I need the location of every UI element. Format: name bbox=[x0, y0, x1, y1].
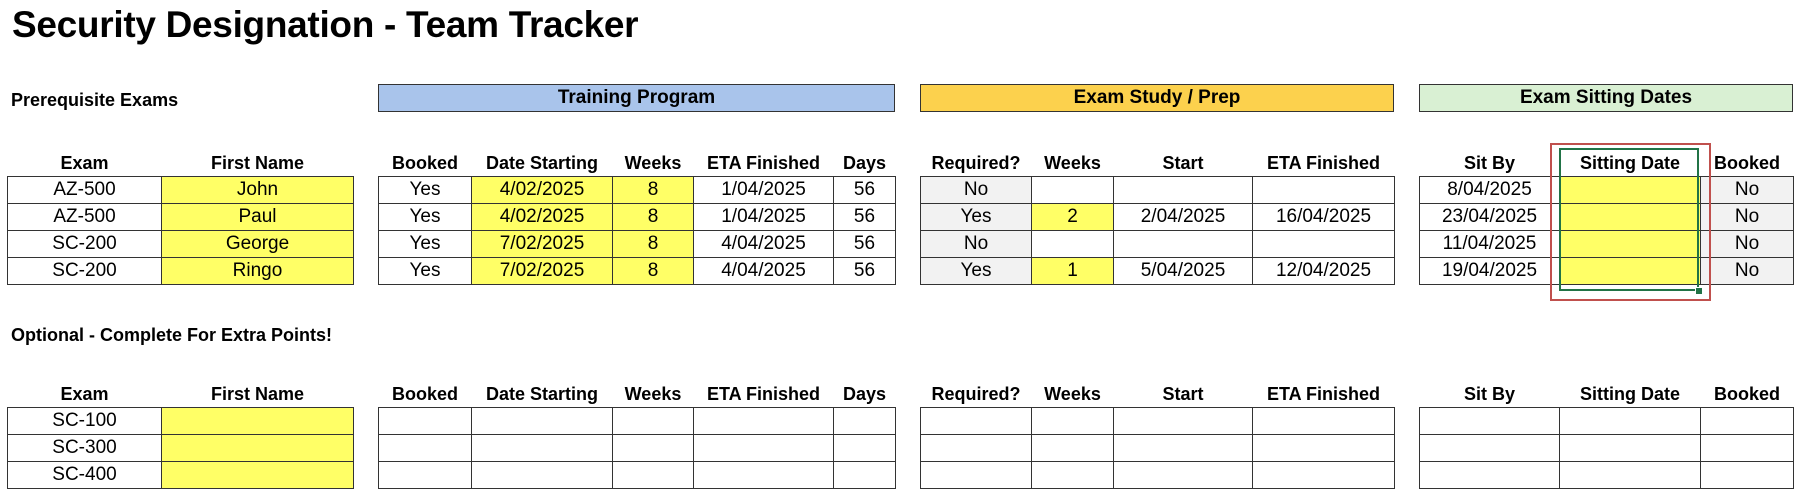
prereq-study-row bbox=[921, 204, 1395, 231]
study-weeks-cell[interactable] bbox=[1032, 231, 1114, 258]
required-cell[interactable]: No bbox=[921, 177, 1032, 204]
optional-training-row bbox=[379, 408, 896, 435]
prereq-study-row bbox=[921, 258, 1395, 285]
optional-study-table bbox=[920, 376, 1395, 489]
first-name-cell[interactable]: Paul bbox=[162, 204, 354, 231]
weeks-cell[interactable]: 8 bbox=[613, 204, 694, 231]
prereq-training-row bbox=[379, 177, 896, 204]
exam-sitting-dates-banner: Exam Sitting Dates bbox=[1419, 84, 1793, 112]
prereq-exam-row bbox=[8, 204, 354, 231]
sit-by-cell[interactable]: 11/04/2025 bbox=[1420, 231, 1560, 258]
sit-booked-cell[interactable]: No bbox=[1701, 258, 1794, 285]
opt-header-sitting-date: Sitting Date bbox=[1579, 384, 1680, 404]
sitting-date-cell[interactable] bbox=[1560, 177, 1701, 204]
prereq-sitting-row bbox=[1420, 177, 1794, 204]
required-cell[interactable]: Yes bbox=[921, 204, 1032, 231]
booked-cell[interactable] bbox=[379, 462, 472, 489]
opt-header-days: Days bbox=[842, 384, 887, 404]
weeks-cell[interactable] bbox=[613, 435, 694, 462]
opt-header-first-name: First Name bbox=[210, 384, 305, 404]
booked-cell[interactable]: Yes bbox=[379, 231, 472, 258]
study-weeks-cell[interactable]: 2 bbox=[1032, 204, 1114, 231]
study-weeks-cell[interactable] bbox=[1032, 177, 1114, 204]
booked-cell[interactable] bbox=[379, 435, 472, 462]
optional-training-row bbox=[379, 435, 896, 462]
opt-header-start: Start bbox=[1162, 384, 1204, 404]
study-start-cell[interactable] bbox=[1114, 177, 1253, 204]
weeks-cell[interactable]: 8 bbox=[613, 231, 694, 258]
study-eta-cell[interactable] bbox=[1253, 408, 1395, 435]
sitting-date-cell[interactable] bbox=[1560, 462, 1701, 489]
days-cell[interactable]: 56 bbox=[834, 231, 896, 258]
optional-sitting-row bbox=[1420, 435, 1794, 462]
fill-handle[interactable] bbox=[1695, 287, 1703, 295]
optional-sitting-row bbox=[1420, 408, 1794, 435]
prereq-training-table bbox=[378, 145, 896, 285]
date-starting-cell[interactable]: 4/02/2025 bbox=[472, 177, 613, 204]
header-sit-booked: Booked bbox=[1713, 153, 1780, 173]
study-eta-cell[interactable]: 12/04/2025 bbox=[1253, 258, 1395, 285]
header-sit-by: Sit By bbox=[1463, 153, 1515, 173]
opt-header-sit-by: Sit By bbox=[1463, 384, 1515, 404]
sitting-date-cell[interactable] bbox=[1560, 204, 1701, 231]
exam-cell[interactable]: SC-200 bbox=[8, 258, 162, 285]
sit-booked-cell[interactable]: No bbox=[1701, 204, 1794, 231]
prereq-exam-row bbox=[8, 231, 354, 258]
days-cell[interactable]: 56 bbox=[834, 258, 896, 285]
booked-cell[interactable] bbox=[379, 408, 472, 435]
opt-header-required: Required? bbox=[931, 384, 1021, 404]
sitting-date-cell[interactable] bbox=[1560, 258, 1701, 285]
study-eta-cell[interactable] bbox=[1253, 462, 1395, 489]
eta-finished-cell[interactable]: 4/04/2025 bbox=[694, 231, 834, 258]
weeks-cell[interactable]: 8 bbox=[613, 177, 694, 204]
sitting-date-cell[interactable] bbox=[1560, 408, 1701, 435]
first-name-cell[interactable] bbox=[162, 462, 354, 489]
eta-finished-cell[interactable]: 4/04/2025 bbox=[694, 258, 834, 285]
opt-header-exam: Exam bbox=[60, 384, 109, 404]
prereq-sitting-row bbox=[1420, 204, 1794, 231]
header-start: Start bbox=[1162, 153, 1204, 173]
header-date-starting: Date Starting bbox=[485, 153, 599, 173]
sit-by-cell[interactable]: 19/04/2025 bbox=[1420, 258, 1560, 285]
first-name-cell[interactable]: John bbox=[162, 177, 354, 204]
eta-finished-cell[interactable]: 1/04/2025 bbox=[694, 177, 834, 204]
days-cell[interactable] bbox=[834, 462, 896, 489]
prereq-study-row bbox=[921, 231, 1395, 258]
study-start-cell[interactable]: 5/04/2025 bbox=[1114, 258, 1253, 285]
study-weeks-cell[interactable] bbox=[1032, 435, 1114, 462]
prereq-exam-row bbox=[8, 258, 354, 285]
sit-booked-cell[interactable] bbox=[1701, 462, 1794, 489]
header-study-weeks: Weeks bbox=[1044, 153, 1101, 173]
sit-by-cell[interactable]: 23/04/2025 bbox=[1420, 204, 1560, 231]
prereq-training-row bbox=[379, 258, 896, 285]
prereq-training-row bbox=[379, 204, 896, 231]
sit-by-cell[interactable] bbox=[1420, 435, 1560, 462]
sit-booked-cell[interactable]: No bbox=[1701, 177, 1794, 204]
optional-exam-row bbox=[8, 408, 354, 435]
weeks-cell[interactable] bbox=[613, 462, 694, 489]
optional-training-row bbox=[379, 462, 896, 489]
sit-booked-cell[interactable]: No bbox=[1701, 231, 1794, 258]
prereq-study-table bbox=[920, 145, 1395, 285]
prereq-study-row bbox=[921, 177, 1395, 204]
opt-header-study-eta-finished: ETA Finished bbox=[1266, 384, 1380, 404]
opt-header-sit-booked: Booked bbox=[1713, 384, 1780, 404]
sit-by-cell[interactable]: 8/04/2025 bbox=[1420, 177, 1560, 204]
required-cell[interactable] bbox=[921, 435, 1032, 462]
days-cell[interactable] bbox=[834, 408, 896, 435]
study-eta-cell[interactable] bbox=[1253, 435, 1395, 462]
study-weeks-cell[interactable] bbox=[1032, 462, 1114, 489]
date-starting-cell[interactable] bbox=[472, 435, 613, 462]
exam-cell[interactable]: SC-200 bbox=[8, 231, 162, 258]
eta-finished-cell[interactable]: 1/04/2025 bbox=[694, 204, 834, 231]
booked-cell[interactable]: Yes bbox=[379, 177, 472, 204]
sit-by-cell[interactable] bbox=[1420, 408, 1560, 435]
weeks-cell[interactable] bbox=[613, 408, 694, 435]
prereq-training-row bbox=[379, 231, 896, 258]
required-cell[interactable]: No bbox=[921, 231, 1032, 258]
required-cell[interactable]: Yes bbox=[921, 258, 1032, 285]
study-eta-cell[interactable] bbox=[1253, 231, 1395, 258]
optional-study-row bbox=[921, 408, 1395, 435]
prereq-sitting-row bbox=[1420, 258, 1794, 285]
prereq-exam-row bbox=[8, 177, 354, 204]
optional-sitting-table bbox=[1419, 376, 1794, 489]
opt-header-study-weeks: Weeks bbox=[1044, 384, 1101, 404]
optional-exam-table bbox=[7, 376, 354, 489]
days-cell[interactable]: 56 bbox=[834, 177, 896, 204]
exam-cell[interactable]: AZ-500 bbox=[8, 204, 162, 231]
sit-booked-cell[interactable] bbox=[1701, 408, 1794, 435]
header-required: Required? bbox=[931, 153, 1021, 173]
prereq-sitting-table bbox=[1419, 145, 1794, 285]
prereq-sitting-row bbox=[1420, 231, 1794, 258]
prerequisite-exams-label: Prerequisite Exams bbox=[11, 90, 179, 110]
header-first-name: First Name bbox=[210, 153, 305, 173]
eta-finished-cell[interactable] bbox=[694, 462, 834, 489]
exam-cell[interactable]: SC-100 bbox=[8, 408, 162, 435]
optional-exam-row bbox=[8, 435, 354, 462]
optional-sitting-row bbox=[1420, 462, 1794, 489]
study-start-cell[interactable] bbox=[1114, 231, 1253, 258]
study-eta-cell[interactable]: 16/04/2025 bbox=[1253, 204, 1395, 231]
date-starting-cell[interactable]: 7/02/2025 bbox=[472, 231, 613, 258]
required-cell[interactable] bbox=[921, 408, 1032, 435]
date-starting-cell[interactable] bbox=[472, 462, 613, 489]
study-start-cell[interactable]: 2/04/2025 bbox=[1114, 204, 1253, 231]
optional-training-table bbox=[378, 376, 896, 489]
training-program-banner: Training Program bbox=[378, 84, 895, 112]
first-name-cell[interactable] bbox=[162, 408, 354, 435]
first-name-cell[interactable] bbox=[162, 435, 354, 462]
weeks-cell[interactable]: 8 bbox=[613, 258, 694, 285]
booked-cell[interactable]: Yes bbox=[379, 204, 472, 231]
days-cell[interactable] bbox=[834, 435, 896, 462]
study-start-cell[interactable] bbox=[1114, 435, 1253, 462]
header-sitting-date: Sitting Date bbox=[1579, 153, 1680, 173]
date-starting-cell[interactable]: 7/02/2025 bbox=[472, 258, 613, 285]
date-starting-cell[interactable] bbox=[472, 408, 613, 435]
optional-study-row bbox=[921, 462, 1395, 489]
exam-cell[interactable]: SC-400 bbox=[8, 462, 162, 489]
sitting-date-cell[interactable] bbox=[1560, 231, 1701, 258]
header-exam: Exam bbox=[60, 153, 109, 173]
opt-header-booked: Booked bbox=[391, 384, 458, 404]
study-weeks-cell[interactable]: 1 bbox=[1032, 258, 1114, 285]
eta-finished-cell[interactable] bbox=[694, 435, 834, 462]
sheet-title: Security Designation - Team Tracker bbox=[12, 4, 639, 45]
study-start-cell[interactable] bbox=[1114, 462, 1253, 489]
sit-by-cell[interactable] bbox=[1420, 462, 1560, 489]
opt-header-eta-finished: ETA Finished bbox=[706, 384, 820, 404]
date-starting-cell[interactable]: 4/02/2025 bbox=[472, 204, 613, 231]
header-study-eta-finished: ETA Finished bbox=[1266, 153, 1380, 173]
eta-finished-cell[interactable] bbox=[694, 408, 834, 435]
opt-header-date-starting: Date Starting bbox=[485, 384, 599, 404]
first-name-cell[interactable]: Ringo bbox=[162, 258, 354, 285]
exam-study-prep-banner: Exam Study / Prep bbox=[920, 84, 1394, 112]
required-cell[interactable] bbox=[921, 462, 1032, 489]
optional-exam-row bbox=[8, 462, 354, 489]
optional-study-row bbox=[921, 435, 1395, 462]
opt-header-weeks: Weeks bbox=[624, 384, 682, 404]
study-eta-cell[interactable] bbox=[1253, 177, 1395, 204]
exam-cell[interactable]: AZ-500 bbox=[8, 177, 162, 204]
optional-exams-label: Optional - Complete For Extra Points! bbox=[11, 325, 333, 345]
study-start-cell[interactable] bbox=[1114, 408, 1253, 435]
exam-cell[interactable]: SC-300 bbox=[8, 435, 162, 462]
sit-booked-cell[interactable] bbox=[1701, 435, 1794, 462]
header-booked: Booked bbox=[391, 153, 458, 173]
study-weeks-cell[interactable] bbox=[1032, 408, 1114, 435]
header-days: Days bbox=[842, 153, 887, 173]
header-weeks: Weeks bbox=[624, 153, 682, 173]
prereq-exam-table bbox=[7, 145, 354, 285]
days-cell[interactable]: 56 bbox=[834, 204, 896, 231]
sitting-date-cell[interactable] bbox=[1560, 435, 1701, 462]
booked-cell[interactable]: Yes bbox=[379, 258, 472, 285]
header-eta-finished: ETA Finished bbox=[706, 153, 820, 173]
first-name-cell[interactable]: George bbox=[162, 231, 354, 258]
